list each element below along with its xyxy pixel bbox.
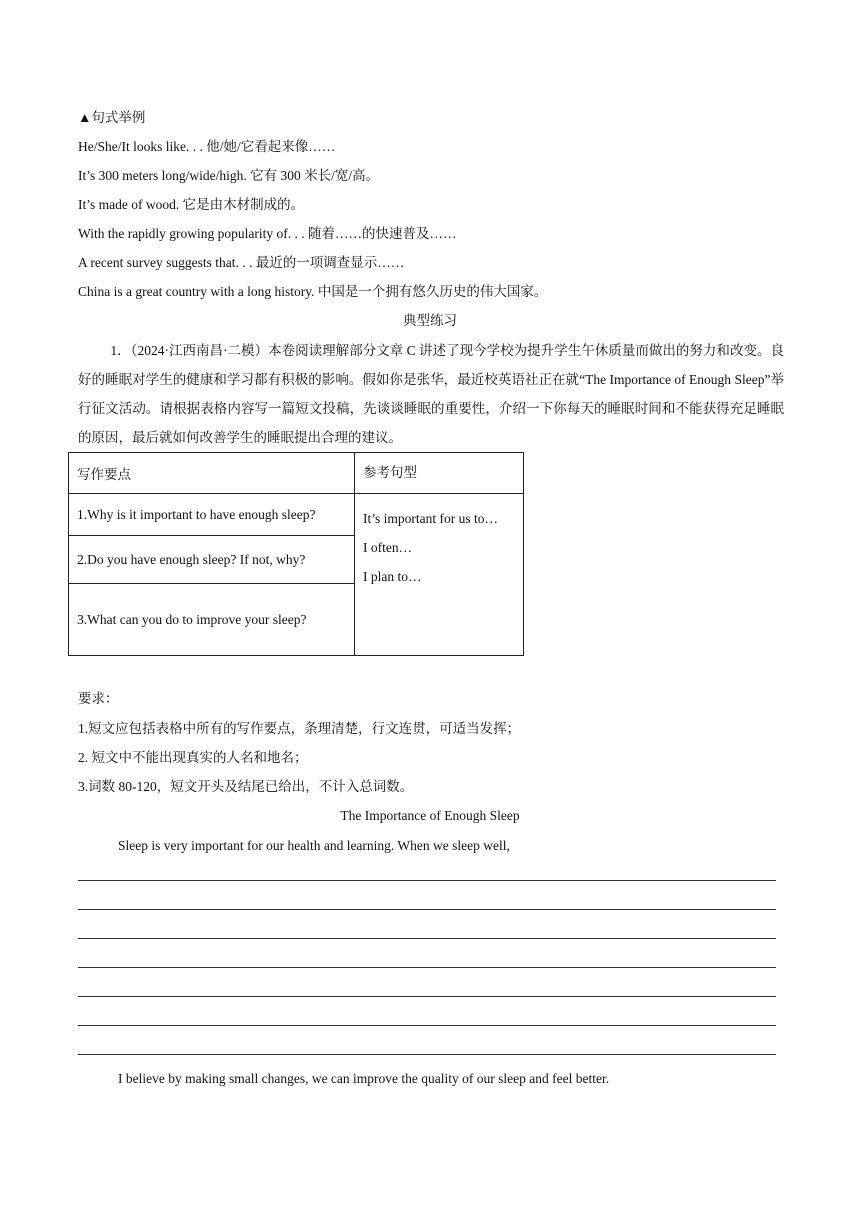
practice-heading: 典型练习: [403, 313, 457, 328]
table-header-patterns: 参考句型: [355, 453, 524, 494]
table-patterns-cell: [355, 494, 524, 656]
requirements-title: 要求：: [78, 691, 119, 706]
table-header-points: 写作要点: [69, 453, 355, 494]
question-prompt: 1．（2024·江西南昌·二模）本卷阅读理解部分文章 C 讲述了现今学校为提升学生午休质量而做出的努力和改变。良好的睡眠对学生的健康和学习都有积极的影响。假如你是张华，最近校英语社正在就“The Importance of Enough Sleep”举行征文活动。请根据表格内容写一篇短文投稿，先谈谈睡眠的重要性，介绍一下你每天的睡眠时间和不能获得充足睡眠的原因，最后就如何改善学生的睡眠提出合理的建议。: [78, 343, 784, 445]
answer-line-4[interactable]: [78, 967, 776, 968]
essay-title: The Importance of Enough Sleep: [340, 808, 520, 823]
section-title: ▲句式举例: [78, 110, 146, 125]
example-sentence-5: A recent survey suggests that. . . 最近的一项调查显示……: [78, 255, 405, 270]
requirement-3: 3.词数 80-120，短文开头及结尾已给出，不计入总词数。: [78, 779, 414, 794]
writing-guide-table: [68, 452, 524, 656]
requirement-1: 1.短文应包括表格中所有的写作要点，条理清楚，行文连贯，可适当发挥；: [78, 721, 521, 736]
example-sentence-1: He/She/It looks like. . . 他/她/它看起来像……: [78, 139, 336, 154]
pattern-3: I plan to…: [363, 569, 422, 584]
example-sentence-4: With the rapidly growing popularity of. . . 随着……的快速普及……: [78, 226, 457, 241]
answer-line-6[interactable]: [78, 1025, 776, 1026]
pattern-1: It’s important for us to…: [363, 511, 498, 526]
table-point-2: 2.Do you have enough sleep? If not, why?: [69, 536, 355, 584]
example-sentence-6: China is a great country with a long history. 中国是一个拥有悠久历史的伟大国家。: [78, 284, 548, 299]
answer-line-2[interactable]: [78, 909, 776, 910]
requirement-2: 2. 短文中不能出现真实的人名和地名；: [78, 750, 308, 765]
answer-line-5[interactable]: [78, 996, 776, 997]
essay-closing: I believe by making small changes, we can improve the quality of our sleep and feel better.: [118, 1071, 610, 1086]
answer-line-1[interactable]: [78, 880, 776, 881]
example-sentence-2: It’s 300 meters long/wide/high. 它有 300 米长/宽/高。: [78, 168, 380, 183]
table-point-3: 3.What can you do to improve your sleep?: [69, 584, 355, 656]
example-sentence-3: It’s made of wood. 它是由木材制成的。: [78, 197, 305, 212]
pattern-2: I often…: [363, 540, 413, 555]
table-point-1: 1.Why is it important to have enough sleep?: [69, 494, 355, 536]
answer-line-7[interactable]: [78, 1054, 776, 1055]
essay-opening: Sleep is very important for our health and learning. When we sleep well,: [118, 838, 510, 853]
answer-line-3[interactable]: [78, 938, 776, 939]
